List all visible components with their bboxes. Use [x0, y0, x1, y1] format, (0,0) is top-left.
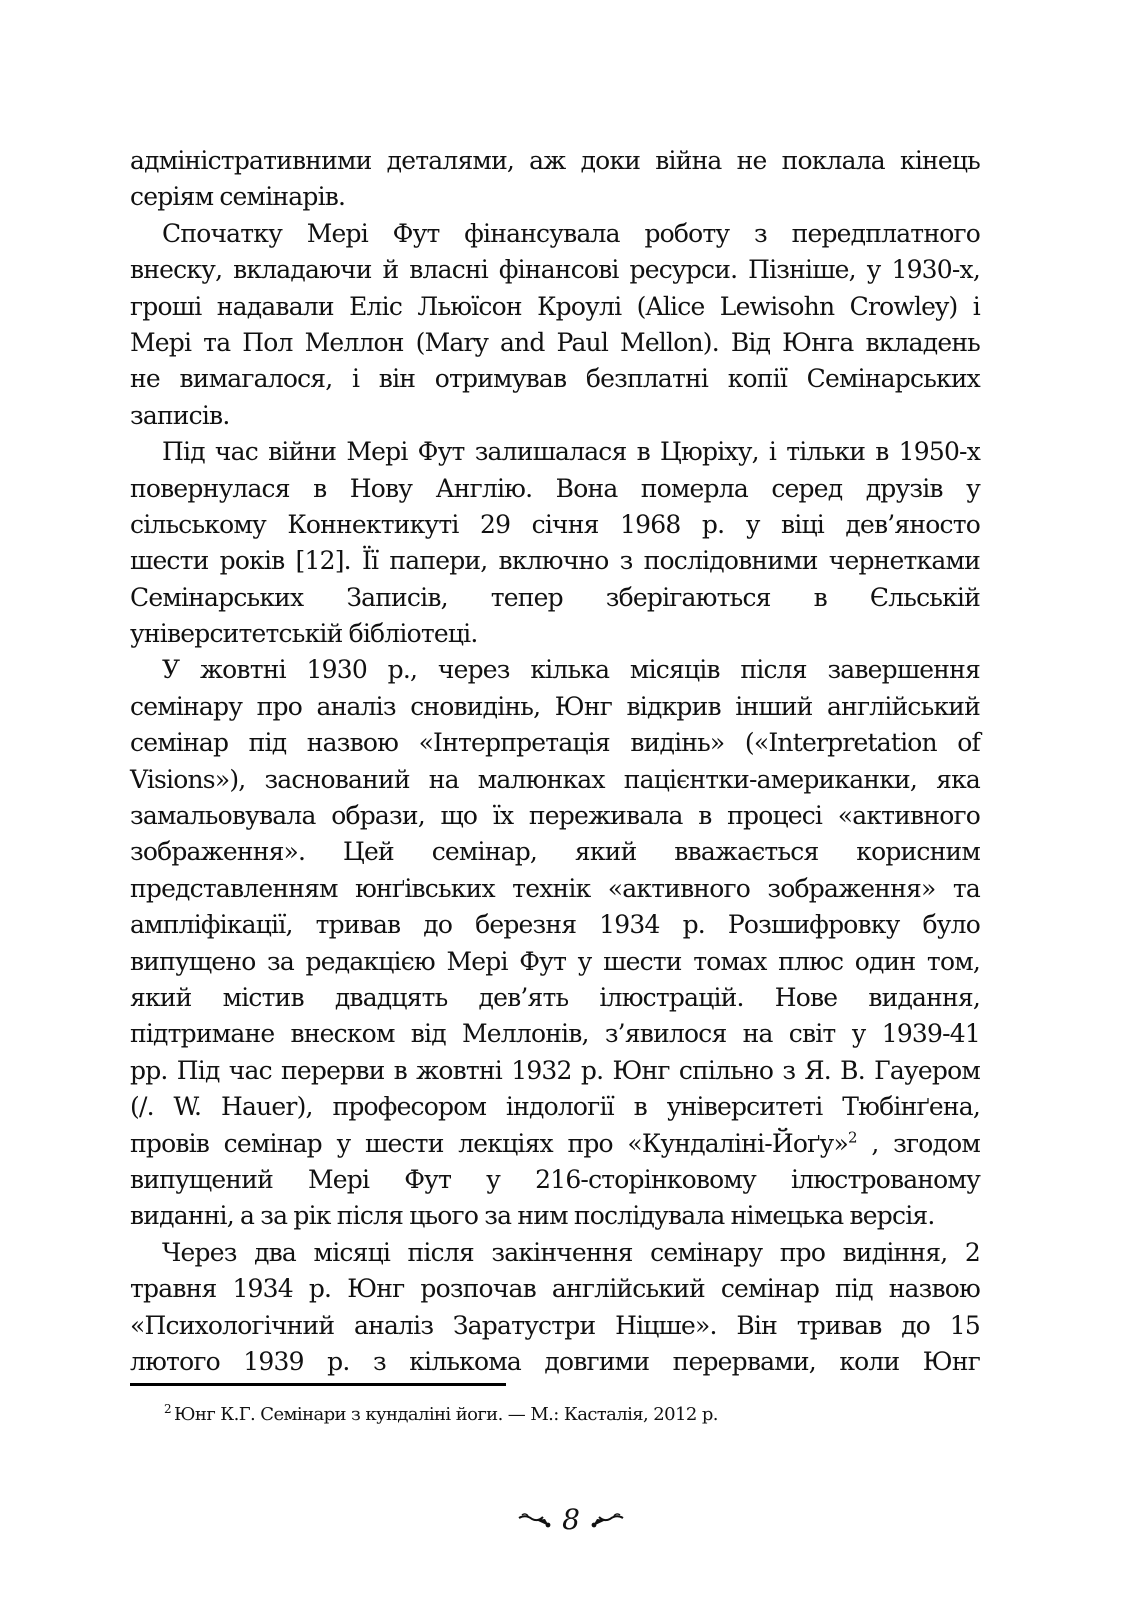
- text-line: У жовтні 1930 р., через кілька місяців після завершення: [162, 655, 980, 685]
- body-text: [130, 143, 980, 1380]
- footnote-reference-link[interactable]: 2: [847, 1128, 857, 1147]
- text-line: який містив двадцять дев’ять ілюстрацій. Нове видання,: [130, 982, 980, 1012]
- text-line: не вимагалося, і він отримував безплатні копії Семінарських: [130, 364, 980, 394]
- text-line: Visions»), заснований на малюнках пацієнтки-американки, яка: [130, 764, 980, 794]
- text-line: серіям семінарів.: [130, 182, 346, 212]
- text-line: рр. Під час перерви в жовтні 1932 р. Юнг спільно з Я. В. Гауером: [130, 1055, 980, 1085]
- text-line: внеску, вкладаючи й власні фінансові ресурси. Пізніше, у 1930-х,: [130, 255, 980, 285]
- text-line: семінару про аналіз сновидінь, Юнг відкрив інший англійський: [130, 691, 980, 721]
- text-line: повернулася в Нову Англію. Вона померла серед друзів у: [130, 473, 980, 503]
- fleuron-right-icon: [590, 1512, 624, 1528]
- text-line: «Психологічний аналіз Заратустри Ніцше». Він тривав до 15: [130, 1310, 980, 1340]
- footnote-marker: 2: [164, 1402, 172, 1416]
- page-number: 8: [562, 1503, 580, 1536]
- fleuron-left-icon: [518, 1512, 552, 1528]
- text-line: записів.: [130, 400, 230, 430]
- text-line: замальовувала образи, що їх переживала в процесі «активного: [130, 801, 980, 831]
- text-line: адміністративними деталями, аж доки війна не поклала кінець: [130, 146, 980, 175]
- text-line: гроші надавали Еліс Льюїсон Кроулі (Alice Lewisohn Crowley) і: [130, 291, 980, 321]
- text-line: травня 1934 р. Юнг розпочав англійський семінар під назвою: [130, 1274, 980, 1304]
- text-line: Мері та Пол Меллон (Mary and Paul Mellon). Від Юнга вкладень: [130, 327, 980, 357]
- text-line: університетській бібліотеці.: [130, 619, 478, 649]
- line-text-after: , згодом: [856, 1128, 980, 1158]
- text-line: зображення». Цей семінар, який вважається корисним: [130, 837, 980, 867]
- text-line: Семінарських Записів, тепер зберігаються в Єльській: [130, 582, 980, 612]
- text-line: семінар під назвою «Інтерпретація видінь» («Interpretation of: [130, 728, 980, 758]
- text-line-with-footnote-ref: [130, 1126, 980, 1162]
- text-line: шести років [12]. Її папери, включно з послідовними чернетками: [130, 546, 980, 576]
- text-line: випущено за редакцією Мері Фут у шести томах плюс один том,: [130, 946, 980, 976]
- text-line: випущений Мері Фут у 216-сторінковому ілюстрованому: [130, 1164, 980, 1194]
- line-text: провів семінар у шести лекціях про «Кундаліні-Йоґу»: [130, 1128, 848, 1158]
- text-line: Під час війни Мері Фут залишалася в Цюріху, і тільки в 1950-х: [162, 437, 980, 467]
- text-line: (/. W. Hauer), професором індології в університеті Тюбінґена,: [130, 1092, 980, 1122]
- text-line: Через два місяці після закінчення семінару про видіння, 2: [162, 1237, 980, 1267]
- text-line: Спочатку Мері Фут фінансувала роботу з передплатного: [162, 218, 980, 248]
- text-line: сільському Коннектикуті 29 січня 1968 р. у віці дев’яносто: [130, 509, 980, 539]
- page-number-footer: [0, 1500, 1142, 1540]
- text-line: виданні, а за рік після цього за ним послідувала німецька версія.: [130, 1201, 935, 1231]
- text-line: лютого 1939 р. з кількома довгими перервами, коли Юнг: [130, 1346, 980, 1376]
- footnote-text: Юнг К.Г. Семінари з кундаліні йоги. — М.: Касталія, 2012 р.: [174, 1404, 718, 1425]
- footnote-separator-rule: [130, 1383, 506, 1386]
- footnote: [164, 1400, 718, 1430]
- text-line: підтримане внеском від Меллонів, з’явилося на світ у 1939-41: [130, 1019, 980, 1049]
- text-line: представленням юнґівських технік «активного зображення» та: [130, 873, 980, 903]
- text-line: ампліфікації, тривав до березня 1934 р. Розшифровку було: [130, 910, 980, 940]
